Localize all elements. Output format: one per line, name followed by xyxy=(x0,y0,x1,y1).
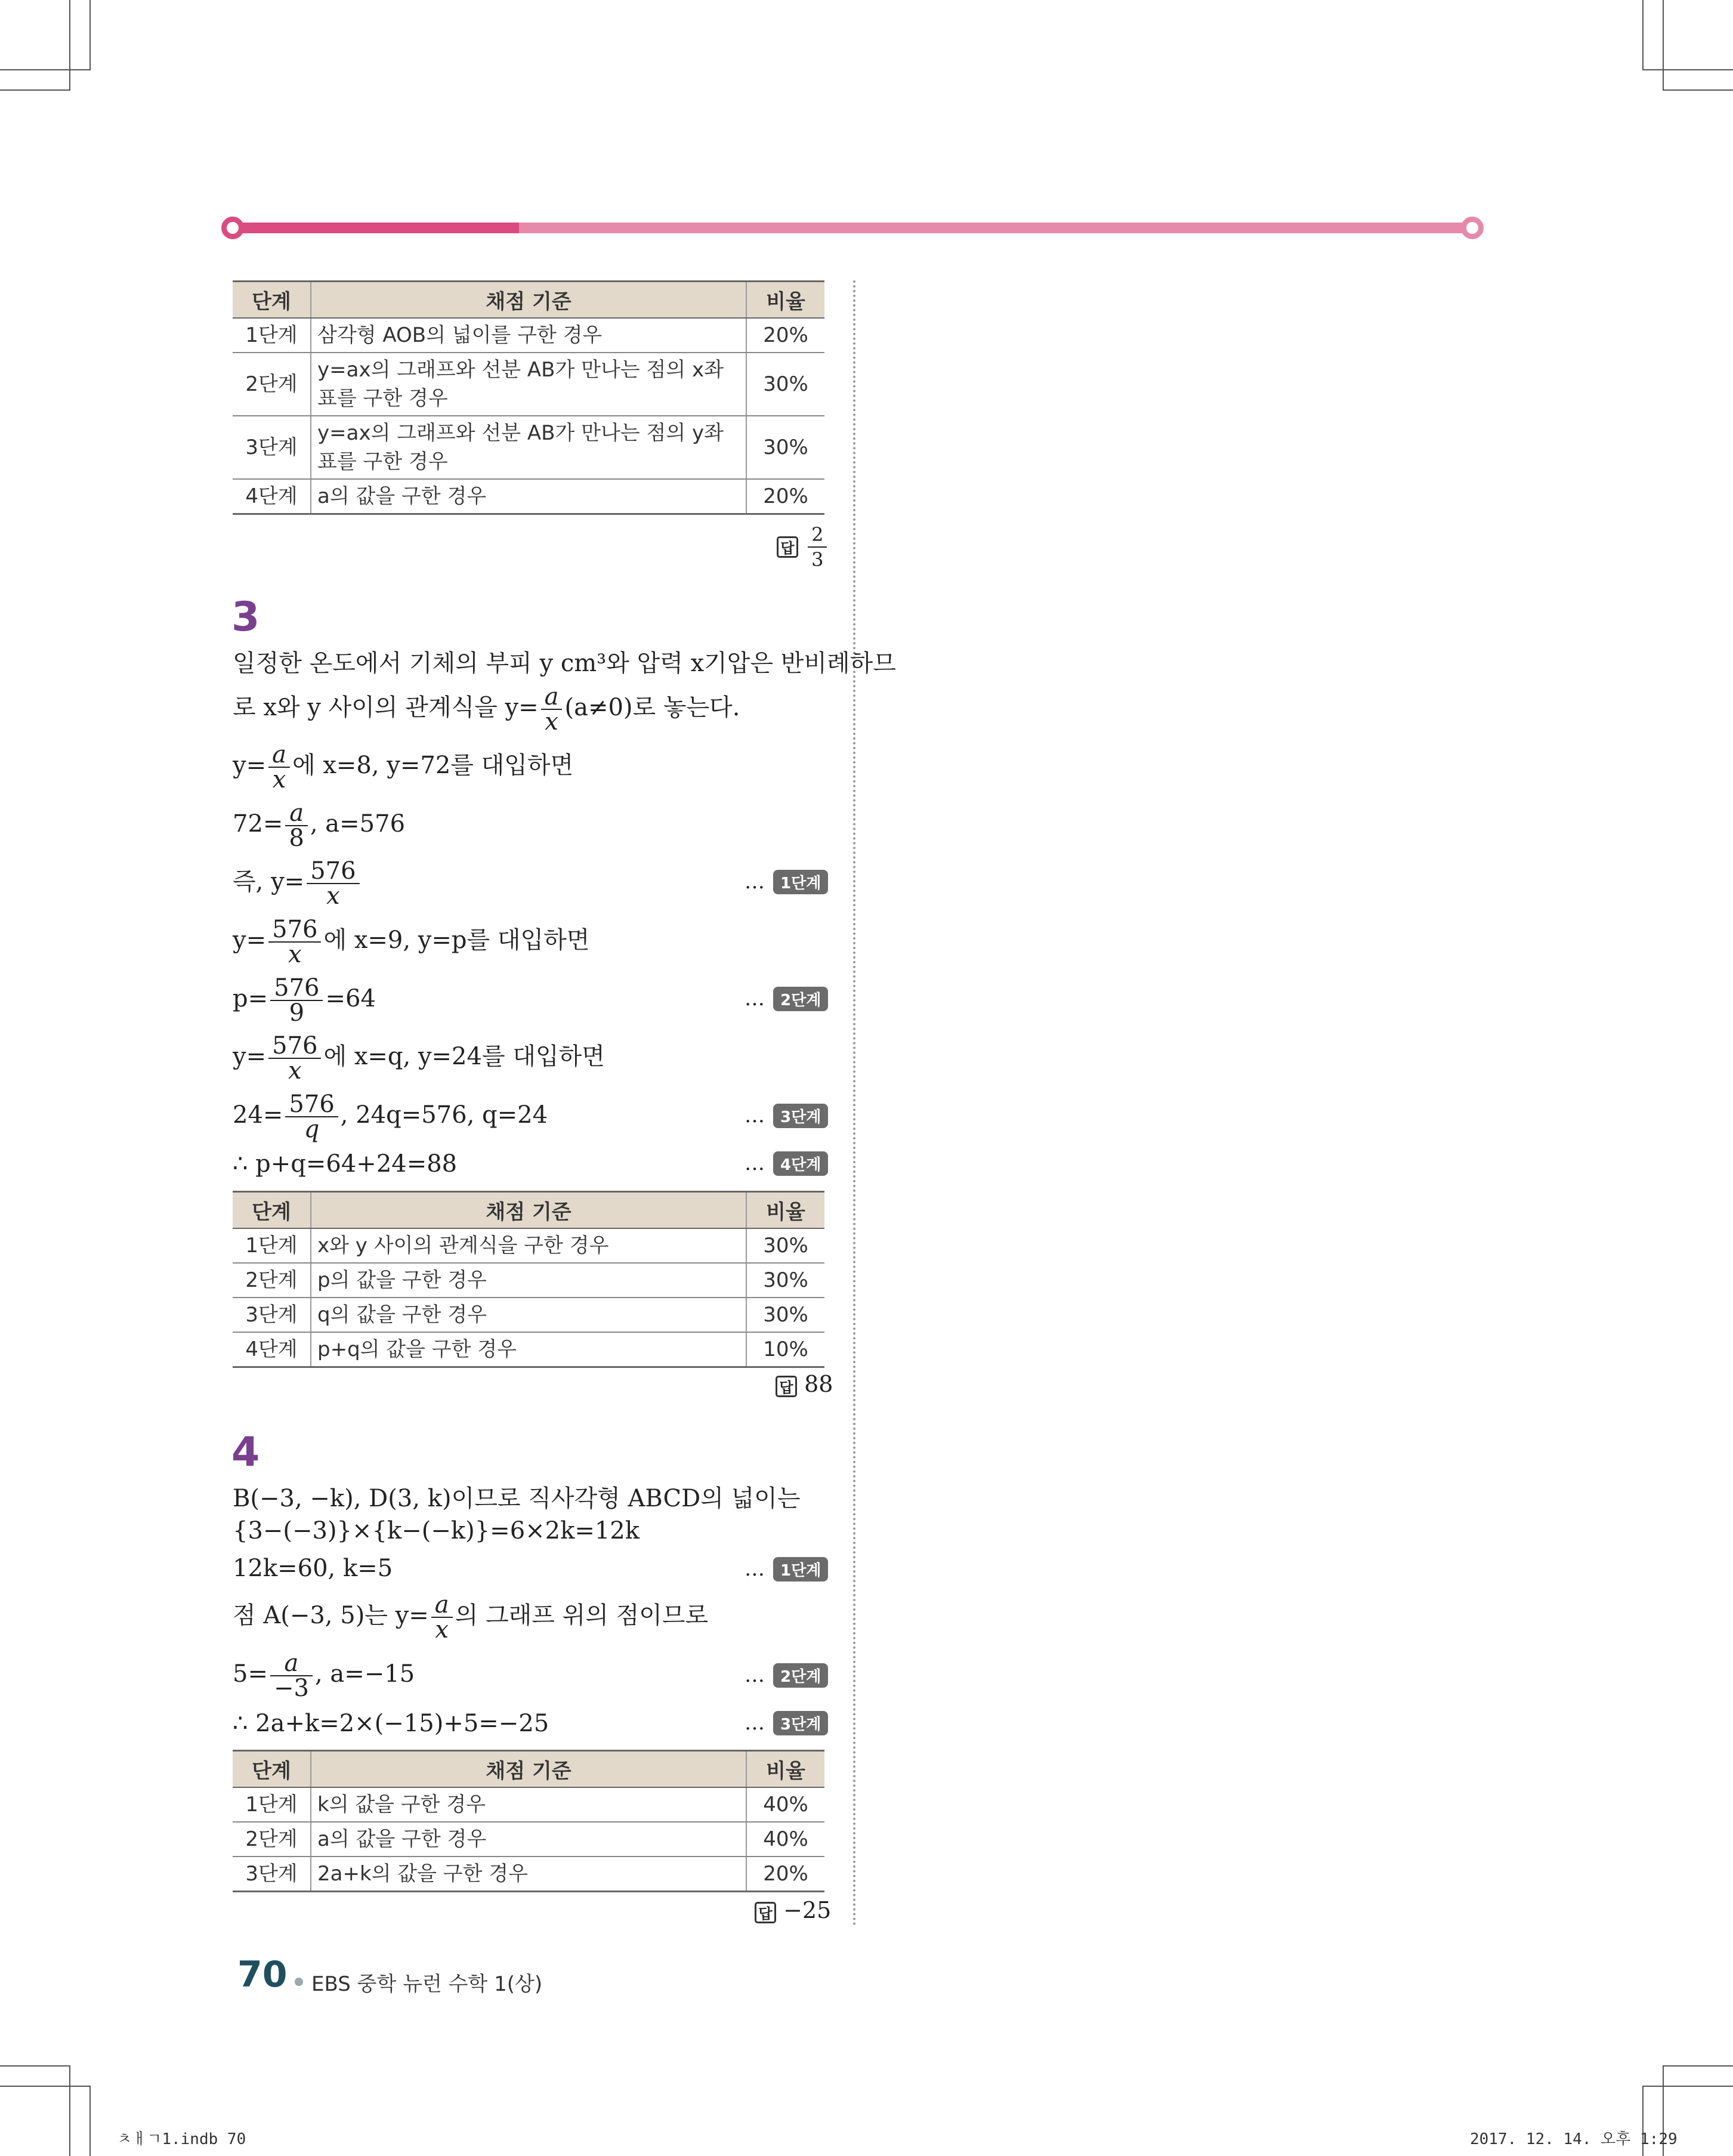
row-criteria: y=ax의 그래프와 선분 AB가 만나는 점의 x좌표를 구한 경우 xyxy=(311,353,746,416)
crop-mark xyxy=(89,0,91,70)
step-marker xyxy=(745,1663,828,1688)
table-header-row xyxy=(233,1751,824,1788)
step-badge: 2단계 xyxy=(773,1663,828,1688)
fraction xyxy=(268,918,321,966)
step-badge: 1단계 xyxy=(773,870,828,894)
print-slug-right: 2017. 12. 14. 오후 1:29 xyxy=(1470,2130,1678,2148)
row-step: 1단계 xyxy=(233,1228,311,1263)
fraction-numerator: 576 xyxy=(268,1034,321,1059)
header-criteria: 채점 기준 xyxy=(311,1751,746,1788)
text: 로 x와 y 사이의 관계식을 y= xyxy=(233,694,539,721)
step-marker xyxy=(745,1711,828,1735)
row-ratio: 10% xyxy=(746,1332,824,1367)
header-step: 단계 xyxy=(233,1192,311,1229)
ellipsis: … xyxy=(745,870,765,894)
table-row xyxy=(233,1787,824,1822)
fraction-numerator: a xyxy=(541,685,563,710)
problem-number: 4 xyxy=(231,1429,260,1476)
row-criteria: k의 값을 구한 경우 xyxy=(311,1787,746,1822)
fraction-numerator: a xyxy=(431,1593,453,1618)
fraction-numerator: 576 xyxy=(270,976,323,1001)
text: y= xyxy=(233,1043,267,1070)
row-step: 3단계 xyxy=(233,1857,311,1892)
fraction-denominator: −3 xyxy=(273,1675,309,1702)
text: , 24q=576, q=24 xyxy=(340,1101,548,1129)
grading-table-2 xyxy=(233,1191,824,1368)
text: 의 그래프 위의 점이므로 xyxy=(455,1602,709,1629)
step-marker xyxy=(745,1151,828,1176)
fraction xyxy=(541,685,563,734)
solution-line: 12k=60, k=5 xyxy=(233,1555,393,1582)
ellipsis: … xyxy=(745,1663,765,1687)
crop-mark xyxy=(0,69,91,70)
header-ratio: 비율 xyxy=(746,1192,824,1229)
row-ratio: 20% xyxy=(746,318,824,353)
row-ratio: 30% xyxy=(746,416,824,479)
row-step: 3단계 xyxy=(233,1298,311,1332)
text: 에 x=8, y=72를 대입하면 xyxy=(292,752,574,779)
problem-number: 3 xyxy=(231,594,260,641)
fraction xyxy=(285,801,307,850)
table-header-row xyxy=(233,282,824,319)
text: 에 x=q, y=24를 대입하면 xyxy=(323,1043,605,1070)
step-marker xyxy=(745,870,828,894)
crop-mark xyxy=(1642,0,1644,70)
solution-line xyxy=(233,1651,415,1700)
crop-mark xyxy=(1642,69,1733,70)
solution-line xyxy=(233,918,589,966)
crop-mark xyxy=(69,0,70,91)
row-criteria: 삼각형 AOB의 넓이를 구한 경우 xyxy=(311,318,746,353)
row-criteria: a의 값을 구한 경우 xyxy=(311,1822,746,1857)
table-row xyxy=(233,1857,824,1892)
crop-mark xyxy=(1663,0,1664,91)
crop-mark xyxy=(69,2065,70,2156)
crop-mark xyxy=(0,2065,70,2067)
table-row xyxy=(233,1228,824,1263)
row-ratio: 30% xyxy=(746,1263,824,1298)
row-criteria: x와 y 사이의 관계식을 구한 경우 xyxy=(311,1228,746,1263)
row-ratio: 40% xyxy=(746,1787,824,1822)
text: , a=576 xyxy=(310,810,406,838)
table-row xyxy=(233,318,824,353)
table-header-row xyxy=(233,1192,824,1229)
step-badge: 3단계 xyxy=(773,1104,828,1128)
answer-icon: 답 xyxy=(755,1902,776,1923)
solution-line: ∴ p+q=64+24=88 xyxy=(233,1150,458,1178)
text: y= xyxy=(233,752,267,779)
fraction-denominator: x xyxy=(288,1057,302,1085)
header-bar-left-dot xyxy=(221,217,244,239)
text: 24= xyxy=(233,1101,283,1129)
grading-table-3 xyxy=(233,1750,824,1892)
fraction-denominator: x xyxy=(435,1616,449,1644)
solution-line xyxy=(233,1092,548,1141)
answer-icon: 답 xyxy=(777,536,798,558)
row-criteria: p의 값을 구한 경우 xyxy=(311,1263,746,1298)
book-title: EBS 중학 뉴런 수학 1(상) xyxy=(311,1972,543,1996)
header-criteria: 채점 기준 xyxy=(311,282,746,319)
column-separator xyxy=(853,280,855,1927)
row-criteria: a의 값을 구한 경우 xyxy=(311,479,746,514)
fraction xyxy=(268,1034,321,1083)
row-step: 1단계 xyxy=(233,318,311,353)
text: 점 A(−3, 5)는 y= xyxy=(233,1602,429,1629)
fraction-numerator: 2 xyxy=(808,523,827,548)
solution-line xyxy=(233,1034,605,1083)
row-criteria: p+q의 값을 구한 경우 xyxy=(311,1332,746,1367)
solution-line xyxy=(233,801,405,850)
solution-line xyxy=(233,685,740,734)
text: y= xyxy=(233,926,267,954)
fraction-denominator: x xyxy=(272,766,286,793)
fraction-numerator: 576 xyxy=(285,1092,338,1117)
step-marker xyxy=(745,1104,828,1128)
solution-line: B(−3, −k), D(3, k)이므로 직사각형 ABCD의 넓이는 xyxy=(233,1485,801,1512)
text: , a=−15 xyxy=(314,1660,415,1688)
ellipsis: … xyxy=(745,1151,765,1175)
row-ratio: 20% xyxy=(746,479,824,514)
row-step: 2단계 xyxy=(233,1263,311,1298)
solution-line xyxy=(233,859,362,908)
ellipsis: … xyxy=(745,987,765,1011)
text: 72= xyxy=(233,810,283,838)
text: 5= xyxy=(233,1660,268,1688)
row-ratio: 30% xyxy=(746,1228,824,1263)
header-step: 단계 xyxy=(233,1751,311,1788)
crop-mark xyxy=(1663,89,1733,91)
fraction-numerator: 576 xyxy=(307,859,359,884)
header-bar xyxy=(233,223,1476,233)
row-step: 2단계 xyxy=(233,1822,311,1857)
crop-mark xyxy=(0,2086,91,2087)
fraction-denominator: x xyxy=(288,941,302,968)
row-step: 3단계 xyxy=(233,416,311,479)
fraction-numerator: a xyxy=(285,801,307,826)
step-badge: 4단계 xyxy=(773,1151,828,1176)
answer-3 xyxy=(755,1897,831,1923)
fraction xyxy=(285,1092,338,1141)
text: p= xyxy=(233,985,268,1012)
fraction-numerator: a xyxy=(268,743,290,768)
fraction xyxy=(270,1651,313,1700)
ellipsis: … xyxy=(745,1711,765,1735)
answer-icon: 답 xyxy=(776,1376,797,1397)
table-row xyxy=(233,479,824,514)
step-badge: 1단계 xyxy=(773,1557,828,1582)
fraction xyxy=(307,859,359,908)
header-ratio: 비율 xyxy=(746,282,824,319)
fraction-numerator: 576 xyxy=(268,918,321,943)
answer-value: 88 xyxy=(804,1371,833,1397)
fraction-denominator: 8 xyxy=(289,824,304,852)
row-criteria: y=ax의 그래프와 선분 AB가 만나는 점의 y좌표를 구한 경우 xyxy=(311,416,746,479)
row-step: 4단계 xyxy=(233,1332,311,1367)
fraction xyxy=(431,1593,453,1642)
header-step: 단계 xyxy=(233,282,311,319)
fraction-numerator: a xyxy=(270,1651,313,1676)
crop-mark xyxy=(1642,2086,1733,2087)
table-row xyxy=(233,1298,824,1332)
crop-mark xyxy=(0,89,70,91)
text: =64 xyxy=(325,985,376,1012)
fraction-denominator: x xyxy=(326,882,340,910)
table-row xyxy=(233,1263,824,1298)
ellipsis: … xyxy=(745,1557,765,1581)
row-criteria: 2a+k의 값을 구한 경우 xyxy=(311,1857,746,1892)
fraction-denominator: x xyxy=(545,708,558,736)
text: 에 x=9, y=p를 대입하면 xyxy=(323,926,590,954)
header-bar-right-dot xyxy=(1461,217,1484,239)
fraction-denominator: 3 xyxy=(811,548,824,571)
crop-mark xyxy=(1663,2065,1733,2067)
row-step: 1단계 xyxy=(233,1787,311,1822)
solution-line: ∴ 2a+k=2×(−15)+5=−25 xyxy=(233,1710,549,1737)
header-ratio: 비율 xyxy=(746,1751,824,1788)
table-row xyxy=(233,353,824,416)
row-ratio: 20% xyxy=(746,1857,824,1892)
table-row xyxy=(233,1822,824,1857)
fraction-denominator: q xyxy=(304,1116,320,1143)
solution-line: 일정한 온도에서 기체의 부피 y cm³와 압력 x기압은 반비례하므 xyxy=(233,650,896,677)
fraction xyxy=(270,976,323,1025)
text: 즉, y= xyxy=(233,868,305,895)
row-step: 2단계 xyxy=(233,353,311,416)
header-bar-accent xyxy=(233,223,519,233)
table-row xyxy=(233,1332,824,1367)
solution-line: {3−(−3)}×{k−(−k)}=6×2k=12k xyxy=(233,1517,640,1545)
crop-mark xyxy=(89,2086,91,2156)
solution-line xyxy=(233,976,376,1025)
header-criteria: 채점 기준 xyxy=(311,1192,746,1229)
answer-2 xyxy=(776,1371,833,1397)
step-marker xyxy=(745,987,828,1011)
row-ratio: 30% xyxy=(746,353,824,416)
print-slug-left: ㅊㅐㄱ1.indb 70 xyxy=(117,2130,246,2148)
row-criteria: q의 값을 구한 경우 xyxy=(311,1298,746,1332)
step-badge: 3단계 xyxy=(773,1711,828,1735)
answer-value: −25 xyxy=(783,1897,832,1923)
answer-1 xyxy=(777,523,829,572)
solution-line xyxy=(233,743,573,792)
row-ratio: 40% xyxy=(746,1822,824,1857)
text: (a≠0)로 놓는다. xyxy=(564,694,740,721)
row-ratio: 30% xyxy=(746,1298,824,1332)
fraction-denominator: 9 xyxy=(289,999,305,1027)
step-marker xyxy=(745,1557,828,1582)
grading-table-1 xyxy=(233,280,824,515)
row-step: 4단계 xyxy=(233,479,311,514)
table-row xyxy=(233,416,824,479)
ellipsis: … xyxy=(745,1104,765,1128)
solution-line xyxy=(233,1593,708,1642)
step-badge: 2단계 xyxy=(773,987,828,1011)
footer-bullet xyxy=(295,1978,303,1986)
fraction xyxy=(268,743,290,792)
page-number: 70 xyxy=(237,1954,288,1996)
answer-fraction xyxy=(808,523,827,572)
